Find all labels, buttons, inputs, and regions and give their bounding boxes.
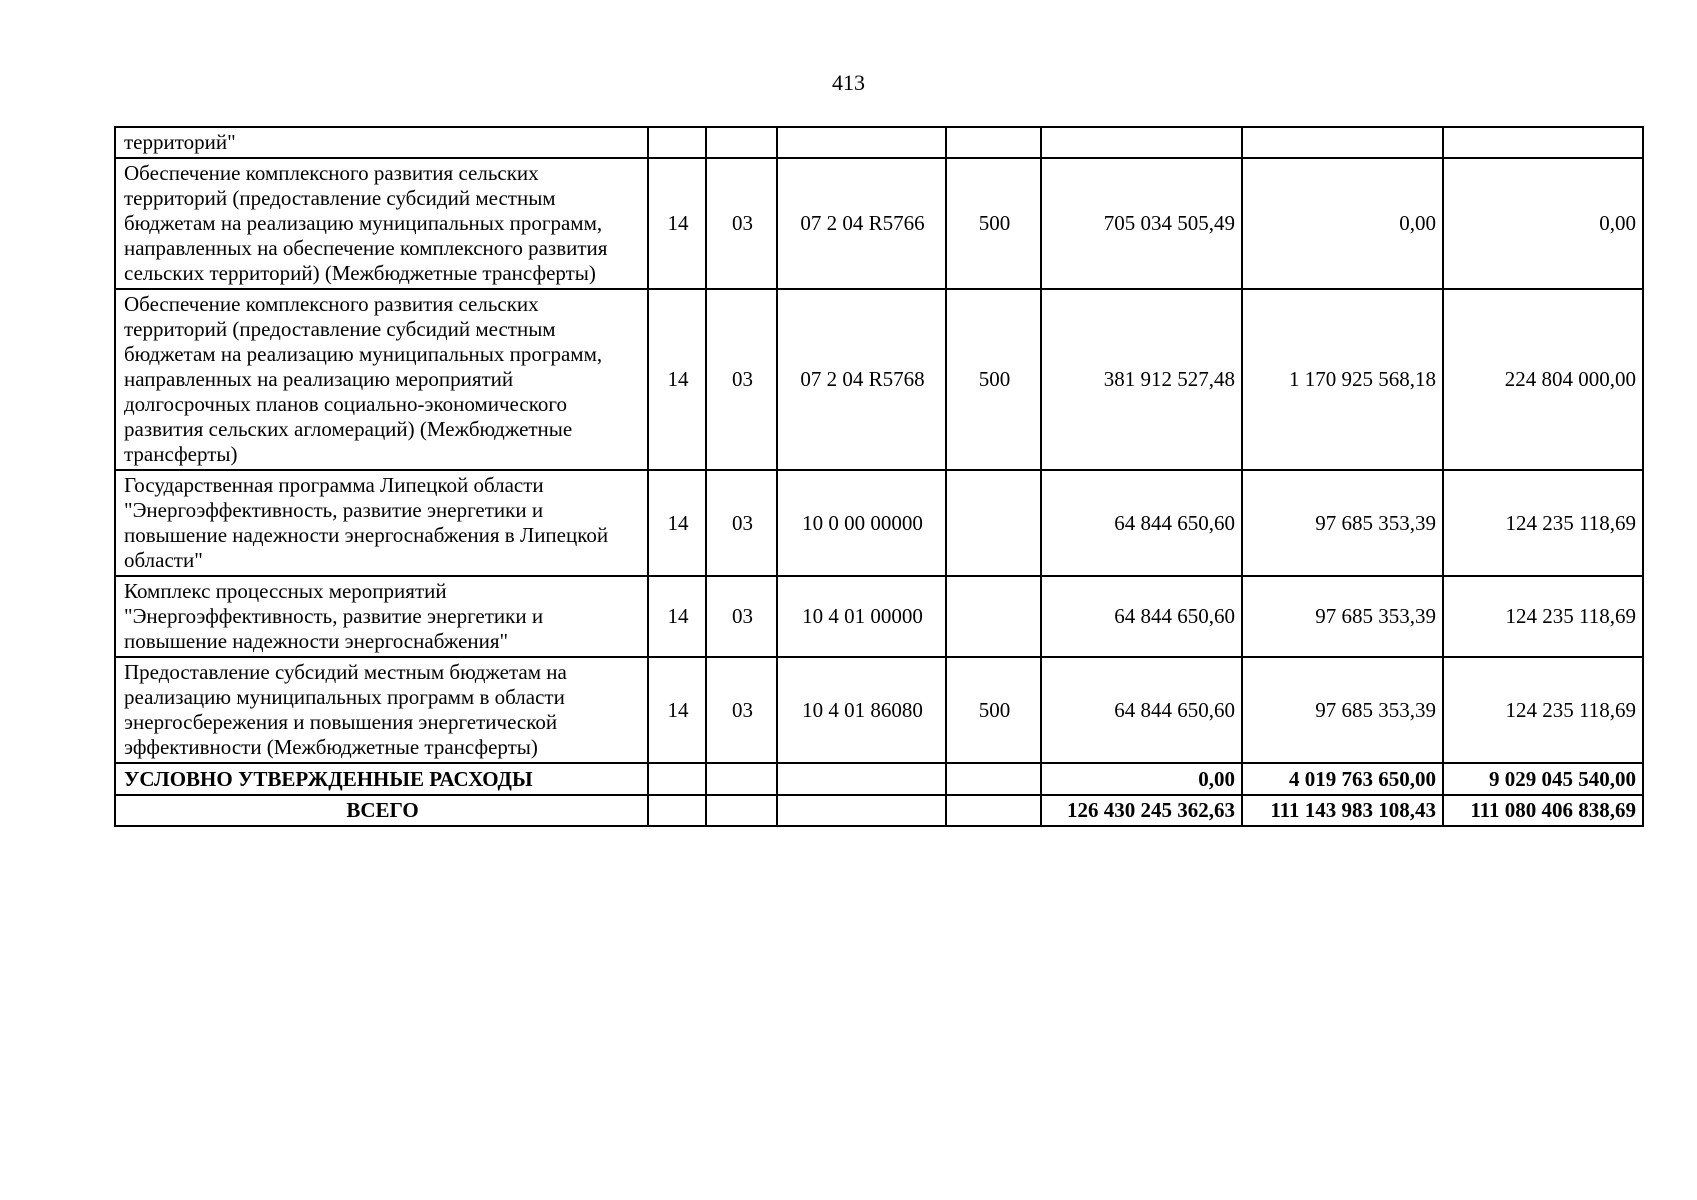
row-expense-type: 500 [946, 657, 1041, 763]
page-number: 413 [832, 70, 865, 95]
row-description: Предоставление субсидий местным бюджетам на реализацию муниципальных программ в области энергосбережения и повышения энергетической эффективности (Межбюджетные трансферты) [115, 657, 648, 763]
row-sum-year-2: 0,00 [1242, 158, 1443, 289]
row-sum-year-1: 64 844 650,60 [1041, 470, 1242, 576]
row-subsection: 03 [706, 470, 777, 576]
row-sum-year-2: 97 685 353,39 [1242, 470, 1443, 576]
grand-total-row-empty-cell [706, 795, 777, 826]
row-section: 14 [648, 158, 706, 289]
row-subsection: 03 [706, 657, 777, 763]
row-section: 14 [648, 576, 706, 657]
budget-table [114, 126, 1644, 827]
conditional-expenses-row-empty-cell [777, 763, 946, 795]
table-row [115, 657, 1643, 763]
row-sum-year-3 [1443, 127, 1643, 158]
conditional-expenses-row-label: УСЛОВНО УТВЕРЖДЕННЫЕ РАСХОДЫ [115, 763, 648, 795]
row-sum-year-2: 97 685 353,39 [1242, 576, 1443, 657]
table-body [115, 127, 1643, 826]
row-expense-type [946, 127, 1041, 158]
grand-total-row [115, 795, 1643, 826]
table-row [115, 576, 1643, 657]
conditional-expenses-row-sum-year-3: 9 029 045 540,00 [1443, 763, 1643, 795]
row-target-article: 10 4 01 86080 [777, 657, 946, 763]
conditional-expenses-row-empty-cell [946, 763, 1041, 795]
table-row [115, 289, 1643, 470]
row-sum-year-2: 97 685 353,39 [1242, 657, 1443, 763]
grand-total-row-sum-year-2: 111 143 983 108,43 [1242, 795, 1443, 826]
grand-total-row-empty-cell [946, 795, 1041, 826]
grand-total-row-sum-year-3: 111 080 406 838,69 [1443, 795, 1643, 826]
grand-total-row-empty-cell [777, 795, 946, 826]
row-sum-year-1: 64 844 650,60 [1041, 576, 1242, 657]
row-sum-year-3: 0,00 [1443, 158, 1643, 289]
conditional-expenses-row-sum-year-2: 4 019 763 650,00 [1242, 763, 1443, 795]
table-row [115, 158, 1643, 289]
row-sum-year-1: 381 912 527,48 [1041, 289, 1242, 470]
row-expense-type: 500 [946, 158, 1041, 289]
row-sum-year-3: 224 804 000,00 [1443, 289, 1643, 470]
row-section: 14 [648, 470, 706, 576]
row-subsection [706, 127, 777, 158]
row-sum-year-1: 64 844 650,60 [1041, 657, 1242, 763]
table-row [115, 470, 1643, 576]
grand-total-row-sum-year-1: 126 430 245 362,63 [1041, 795, 1242, 826]
conditional-expenses-row-empty-cell [706, 763, 777, 795]
conditional-expenses-row-empty-cell [648, 763, 706, 795]
row-expense-type [946, 470, 1041, 576]
row-subsection: 03 [706, 576, 777, 657]
row-description: Обеспечение комплексного развития сельских территорий (предоставление субсидий местным бюджетам на реализацию муниципальных программ, направленных на реализацию мероприятий долгосрочных планов социально-экономического развития сельских агломераций) (Межбюджетные трансферты) [115, 289, 648, 470]
row-sum-year-2: 1 170 925 568,18 [1242, 289, 1443, 470]
row-description: Государственная программа Липецкой области "Энергоэффективность, развитие энергетики и повышение надежности энергоснабжения в Липецкой области" [115, 470, 648, 576]
row-section: 14 [648, 289, 706, 470]
row-target-article: 07 2 04 R5768 [777, 289, 946, 470]
row-sum-year-3: 124 235 118,69 [1443, 576, 1643, 657]
grand-total-row-empty-cell [648, 795, 706, 826]
row-subsection: 03 [706, 289, 777, 470]
row-sum-year-3: 124 235 118,69 [1443, 657, 1643, 763]
row-subsection: 03 [706, 158, 777, 289]
row-description: территорий" [115, 127, 648, 158]
conditional-expenses-row-sum-year-1: 0,00 [1041, 763, 1242, 795]
table-row [115, 127, 1643, 158]
row-target-article [777, 127, 946, 158]
row-target-article: 10 0 00 00000 [777, 470, 946, 576]
row-section [648, 127, 706, 158]
row-target-article: 10 4 01 00000 [777, 576, 946, 657]
row-description: Комплекс процессных мероприятий "Энергоэффективность, развитие энергетики и повышение надежности энергоснабжения" [115, 576, 648, 657]
row-sum-year-1: 705 034 505,49 [1041, 158, 1242, 289]
row-sum-year-3: 124 235 118,69 [1443, 470, 1643, 576]
row-sum-year-2 [1242, 127, 1443, 158]
row-description: Обеспечение комплексного развития сельских территорий (предоставление субсидий местным бюджетам на реализацию муниципальных программ, направленных на обеспечение комплексного развития сельских территорий) (Межбюджетные трансферты) [115, 158, 648, 289]
conditional-expenses-row [115, 763, 1643, 795]
grand-total-row-label: ВСЕГО [115, 795, 648, 826]
row-sum-year-1 [1041, 127, 1242, 158]
row-section: 14 [648, 657, 706, 763]
row-expense-type [946, 576, 1041, 657]
row-target-article: 07 2 04 R5766 [777, 158, 946, 289]
row-expense-type: 500 [946, 289, 1041, 470]
